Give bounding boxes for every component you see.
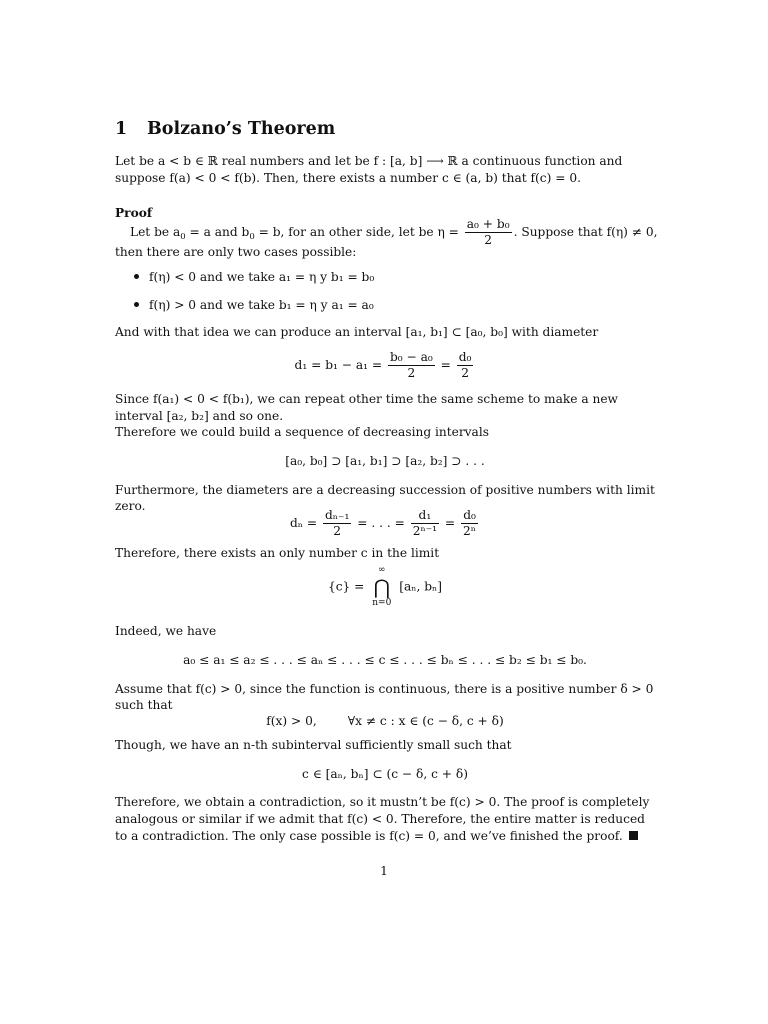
fraction-denominator: 2ⁿ — [463, 524, 477, 538]
section-title: Bolzano’s Theorem — [147, 119, 336, 139]
intersection-icon: ⋂ — [373, 575, 390, 599]
equation-text: d₁ = b₁ − a₁ = — [294, 358, 383, 372]
intersection-equation — [115, 565, 655, 609]
fraction-numerator: dₙ₋₁ — [324, 508, 350, 522]
fraction-denominator: 2 — [407, 366, 416, 380]
list-item-text: f(η) < 0 and we take a₁ = η y b₁ = b₀ — [149, 270, 375, 284]
interval-line: And with that idea we can produce an interval [a₁, b₁] ⊂ [a₀, b₀] with diameter — [115, 325, 599, 339]
cap-upper-limit: ∞ — [378, 565, 386, 575]
theorem-line-2: suppose f(a) < 0 < f(b). Then, there exists a number c ∈ (a, b) that f(c) = 0. — [115, 171, 581, 185]
proof-line-2: then there are only two cases possible: — [115, 245, 357, 259]
assume-line-1: Assume that f(c) > 0, since the function is continuous, there is a positive number δ > 0 — [115, 682, 654, 696]
fraction — [388, 350, 435, 381]
subinterval-equation: c ∈ [aₙ, bₙ] ⊂ (c − δ, c + δ) — [302, 767, 468, 781]
diameter-equation — [115, 350, 655, 381]
section-number: 1 — [115, 119, 128, 139]
fraction — [411, 508, 439, 539]
fraction-numerator: d₀ — [461, 508, 478, 524]
proof-text: . Suppose that f(η) ≠ 0, — [513, 225, 658, 239]
fraction-numerator: d₁ — [411, 508, 439, 524]
bullet-dot — [134, 302, 139, 307]
bullet-dot — [134, 274, 139, 279]
qed-square-icon — [629, 831, 638, 840]
dn-equation — [115, 508, 655, 539]
proof-heading: Proof — [115, 206, 153, 220]
since-line-2: interval [a₂, b₂] and so one. — [115, 409, 284, 423]
big-intersection — [372, 565, 391, 609]
since-line-1: Since f(a₁) < 0 < f(b₁), we can repeat other time the same scheme to make a new — [115, 392, 618, 406]
fraction-denominator: 2 — [461, 366, 469, 380]
interval-chain: [a₀, b₀] ⊃ [a₁, b₁] ⊃ [a₂, b₂] ⊃ . . . — [285, 454, 485, 468]
furthermore-line-2: zero. — [115, 499, 146, 513]
furthermore-line-1: Furthermore, the diameters are a decreasing succession of positive numbers with limit — [115, 483, 655, 497]
list-item-text: f(η) > 0 and we take b₁ = η y a₁ = a₀ — [149, 298, 374, 312]
unique-number-line: Therefore, there exists an only number c in the limit — [115, 546, 440, 560]
fraction — [461, 508, 478, 539]
cap-lower-limit: n=0 — [372, 598, 392, 608]
fraction — [457, 350, 474, 381]
section-heading — [115, 119, 335, 139]
proof-text: = a and b — [185, 225, 250, 239]
continuity-equation: f(x) > 0, ∀x ≠ c : x ∈ (c − δ, c + δ) — [266, 714, 504, 728]
list-item — [134, 298, 374, 312]
equation-text: = . . . = — [357, 516, 405, 530]
proof-line-1: Let be $a_0 = a$ and $b_0 = b$, for an other side, let be η = $\frac{\text{a₀ + b₀}}{2}$ . Suppose that f(η) ≠ 0, — [130, 217, 658, 247]
equation-text: [aₙ, bₙ] — [399, 579, 443, 594]
equation-text: {c} = — [327, 579, 365, 594]
conclusion-line-3 — [115, 828, 655, 845]
fraction-numerator: d₀ — [458, 350, 472, 364]
equation-text: dₙ = — [289, 516, 318, 530]
indeed-line: Indeed, we have — [115, 624, 217, 638]
theorem-line-1: Let be a < b ∈ ℝ real numbers and let be f : [a, b] ⟶ ℝ a continuous function and — [115, 154, 623, 168]
proof-text: Let be a — [130, 225, 181, 239]
equation-text: = — [444, 516, 456, 530]
fraction — [323, 508, 351, 539]
fraction-numerator: a₀ + b₀ — [466, 217, 510, 231]
fraction-numerator: b₀ − a₀ — [389, 350, 433, 364]
assume-line-2: such that — [115, 698, 173, 712]
conclusion-line-2: analogous or similar if we admit that f(c) < 0. Therefore, the entire matter is reduced — [115, 812, 645, 826]
conclusion-line-1: Therefore, we obtain a contradiction, so it mustn’t be f(c) > 0. The proof is completely — [115, 795, 650, 809]
list-item — [134, 270, 374, 284]
since-line-3: Therefore we could build a sequence of decreasing intervals — [115, 425, 489, 439]
though-line: Though, we have an n-th subinterval sufficiently small such that — [115, 738, 512, 752]
inequality-chain: a₀ ≤ a₁ ≤ a₂ ≤ . . . ≤ aₙ ≤ . . . ≤ c ≤ . . . ≤ bₙ ≤ . . . ≤ b₂ ≤ b₁ ≤ b₀. — [183, 653, 587, 667]
fraction-denominator: 2 — [484, 233, 493, 247]
conclusion-text: to a contradiction. The only case possible is f(c) = 0, and we’ve finished the proof. — [115, 829, 623, 843]
equation-text: = — [440, 358, 451, 372]
fraction-denominator: 2 — [333, 524, 342, 538]
page-number: 1 — [380, 864, 388, 878]
proof-text: = b, for an other side, let be η = — [254, 225, 459, 239]
fraction-denominator: 2ⁿ⁻¹ — [412, 524, 438, 538]
